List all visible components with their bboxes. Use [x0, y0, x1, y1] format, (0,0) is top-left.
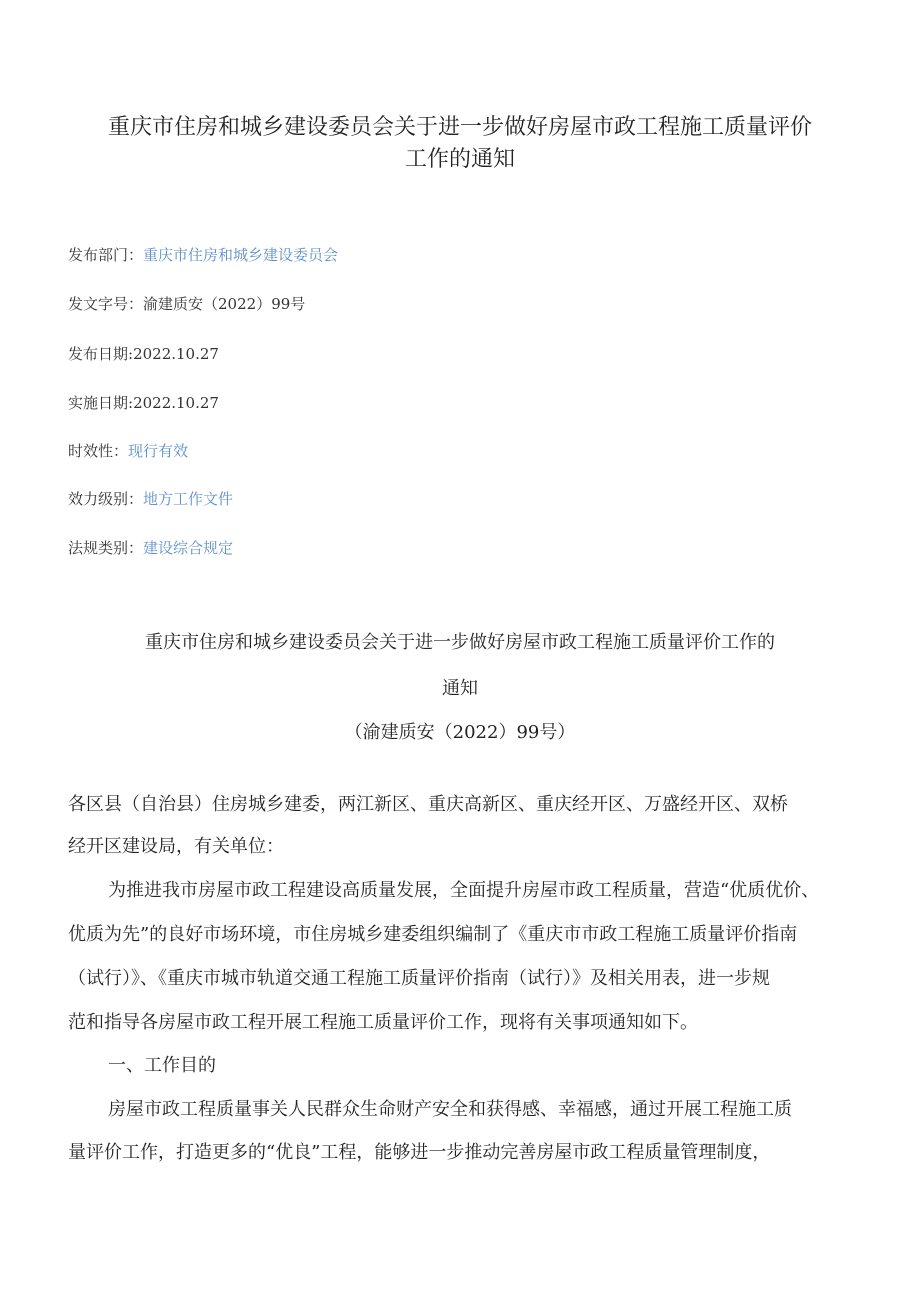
meta-level-label: 效力级别： — [68, 490, 144, 508]
meta-doc-number-label: 发文字号： — [68, 295, 144, 313]
paragraph-1-line-2: 优质为先”的良好市场环境，市住房城乡建委组织编制了《重庆市市政工程施工质量评价指南 — [68, 924, 798, 945]
meta-publish-date-value: 2022.10.27 — [133, 345, 219, 363]
meta-level-link[interactable]: 地方工作文件 — [143, 490, 234, 508]
meta-validity-label: 时效性： — [68, 442, 129, 460]
paragraph-2-line-2: 量评价工作，打造更多的“优良”工程，能够进一步推动完善房屋市政工程质量管理制度， — [68, 1142, 771, 1163]
meta-publish-date-label: 发布日期: — [68, 345, 134, 363]
addressee-line-1: 各区县（自治县）住房城乡建委，两江新区、重庆高新区、重庆经开区、万盛经开区、双桥 — [68, 794, 788, 815]
meta-level — [68, 489, 233, 509]
meta-validity-link[interactable]: 现行有效 — [128, 442, 189, 460]
meta-validity — [68, 441, 188, 461]
section-heading-1: 一、工作目的 — [108, 1055, 216, 1076]
meta-effective-date-value: 2022.10.27 — [133, 394, 219, 412]
meta-doc-number — [68, 294, 305, 314]
meta-publish-date — [68, 344, 219, 364]
meta-department-label: 发布部门： — [68, 246, 144, 264]
page-title — [60, 112, 860, 176]
paragraph-1-line-3: （试行）》、《重庆市城市轨道交通工程施工质量评价指南（试行）》及相关用表，进一步规 — [68, 968, 770, 989]
document-title-line-2: 通知 — [442, 678, 478, 699]
meta-category-link[interactable]: 建设综合规定 — [143, 539, 234, 557]
document-title-line-1: 重庆市住房和城乡建设委员会关于进一步做好房屋市政工程施工质量评价工作的 — [145, 632, 775, 653]
meta-category — [68, 538, 233, 558]
paragraph-1-line-4: 范和指导各房屋市政工程开展工程施工质量评价工作，现将有关事项通知如下。 — [68, 1012, 698, 1033]
page-title-line-2: 工作的通知 — [404, 147, 515, 172]
document-number: （渝建质安（2022）99号） — [344, 722, 576, 743]
meta-department-link[interactable]: 重庆市住房和城乡建设委员会 — [143, 246, 339, 264]
paragraph-1-line-1: 为推进我市房屋市政工程建设高质量发展，全面提升房屋市政工程质量，营造“优质优价、 — [108, 880, 820, 901]
addressee-line-2: 经开区建设局，有关单位： — [68, 836, 284, 857]
meta-doc-number-value: 渝建质安（2022）99号 — [143, 295, 306, 313]
meta-effective-date-label: 实施日期: — [68, 394, 134, 412]
meta-department — [68, 245, 338, 265]
page-title-line-1: 重庆市住房和城乡建设委员会关于进一步做好房屋市政工程施工质量评价 — [107, 115, 812, 140]
paragraph-2-line-1: 房屋市政工程质量事关人民群众生命财产安全和获得感、幸福感，通过开展工程施工质 — [108, 1099, 792, 1120]
meta-effective-date — [68, 393, 219, 413]
meta-category-label: 法规类别： — [68, 539, 144, 557]
